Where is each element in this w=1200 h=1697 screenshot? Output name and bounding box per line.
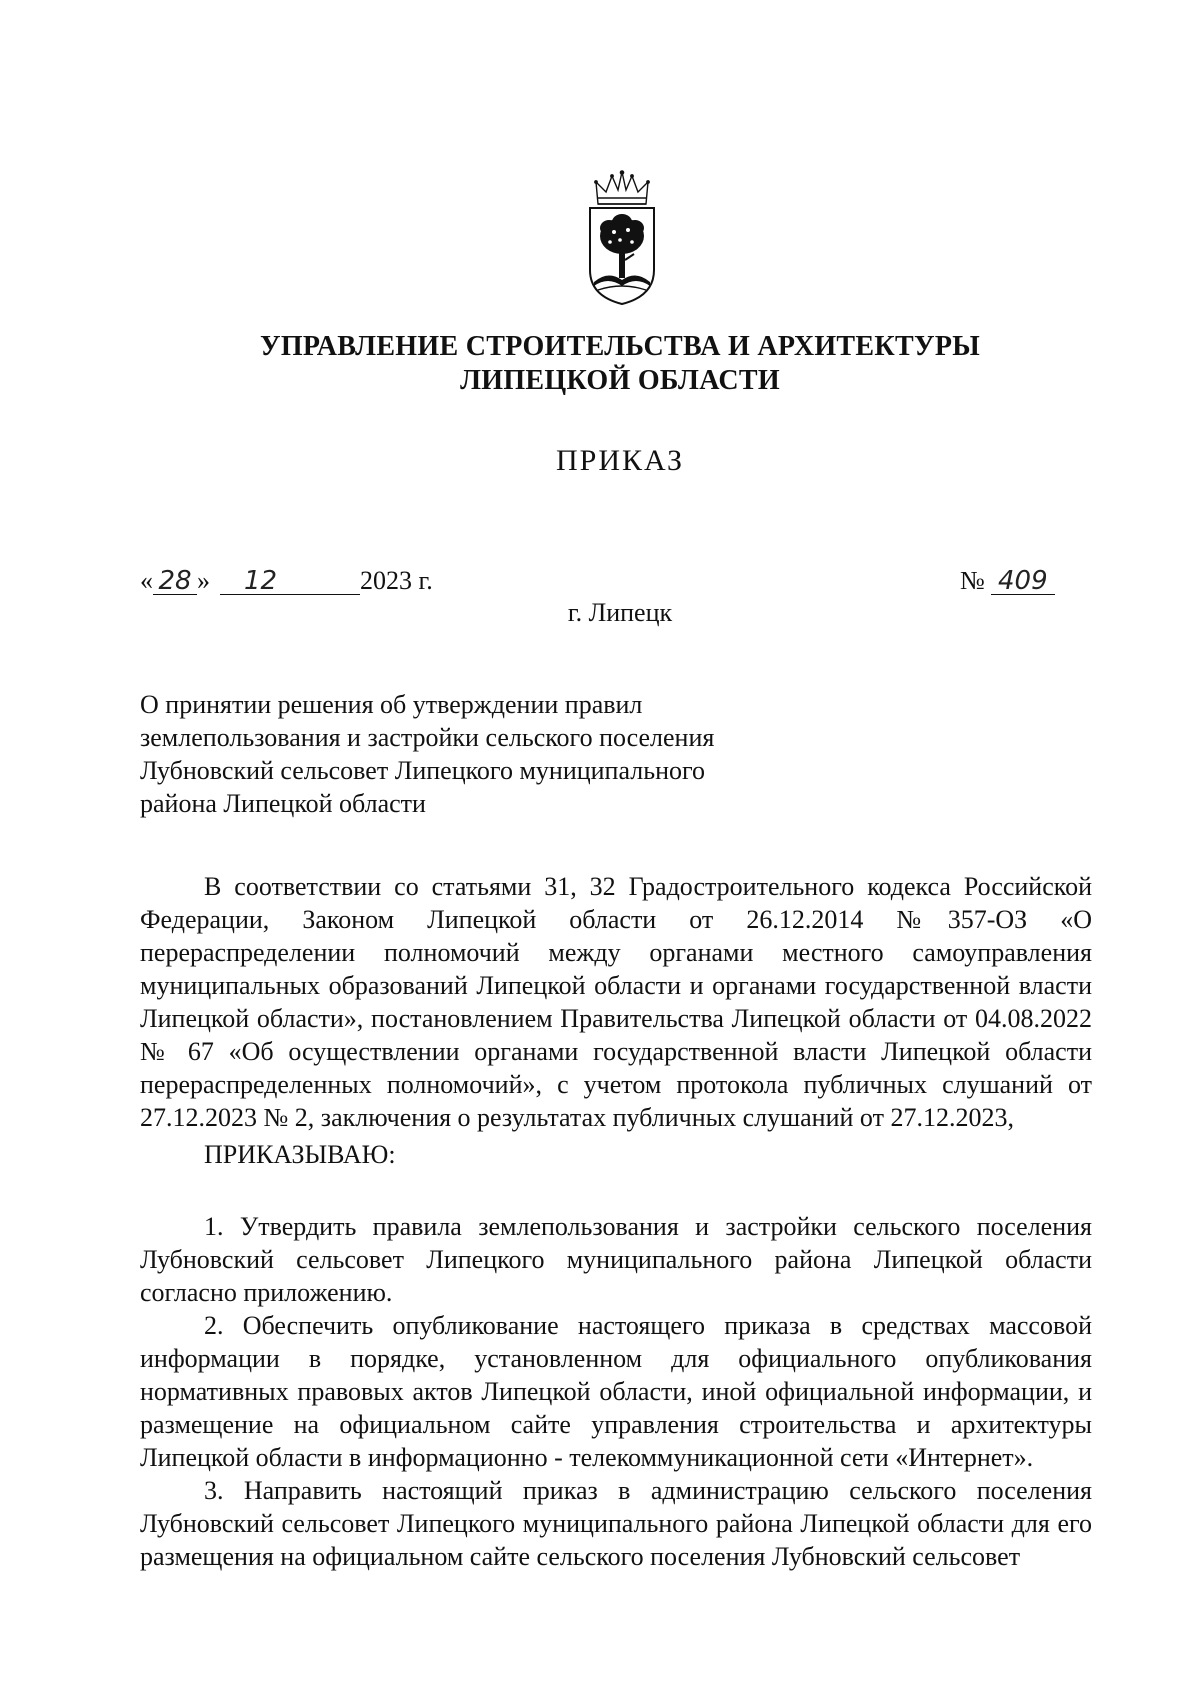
order-item-3: 3. Направить настоящий приказ в администрацию сельского поселения Лубновский сельсовет Липецкого муниципального района Липецкой области для его размещения на официальном сайте сельского поселения Лубновский сельсовет: [140, 1476, 1092, 1571]
document-type-title: ПРИКАЗ: [556, 444, 684, 477]
order-item-1: 1. Утвердить правила землепользования и застройки сельского поселения Лубновский сельсовет Липецкого муниципального района Липецкой области согласно приложению.: [140, 1212, 1092, 1307]
document-number: [960, 566, 1055, 596]
preamble-paragraph: В соответствии со статьями 31, 32 Градостроительного кодекса Российской Федерации, Законом Липецкой области от 26.12.2014 №357-ОЗ «О перераспределении полномочий между органами местного самоуправления муниципальных образований Липецкой области и органами государственной власти Липецкой области», постановлением Правительства Липецкой области от 04.08.2022 № 67 «Об осуществлении органами государственной власти Липецкой области перераспределенных полномочий», с учетом протокола публичных слушаний от 27.12.2023 № 2, заключения о результатах публичных слушаний от 27.12.2023,: [140, 872, 1092, 1132]
document-city: г. Липецк: [567, 598, 673, 627]
lipetsk-coat-of-arms-icon: [584, 170, 660, 306]
organization-name-line-2: ЛИПЕЦКОЙ ОБЛАСТИ: [460, 365, 780, 396]
date-year: 2023 г.: [360, 566, 433, 595]
organization-name-line-1: УПРАВЛЕНИЕ СТРОИТЕЛЬСТВА И АРХИТЕКТУРЫ: [259, 331, 981, 362]
date-month: 12: [220, 568, 360, 595]
date-day: 28: [153, 568, 197, 595]
subject-line: землепользования и застройки сельского поселения: [140, 723, 715, 752]
quote-open: «: [140, 566, 153, 595]
document-subject: [140, 688, 780, 820]
subject-line: района Липецкой области: [140, 789, 426, 818]
quote-close: »: [197, 566, 210, 595]
number-value: 409: [991, 568, 1055, 595]
order-item-2: 2. Обеспечить опубликование настоящего приказа в средствах массовой информации в порядке, установленном для официального опубликования нормативных правовых актов Липецкой области, иной официальной информации, и размещение на официальном сайте управления строительства и архитектуры Липецкой области в информационно - телекоммуникационной сети «Интернет».: [140, 1311, 1092, 1472]
order-word: ПРИКАЗЫВАЮ:: [204, 1140, 396, 1169]
subject-line: Лубновский сельсовет Липецкого муниципального: [140, 756, 706, 785]
subject-line: О принятии решения об утверждении правил: [140, 690, 643, 719]
preamble-block: [140, 870, 1092, 1134]
number-prefix: №: [960, 566, 985, 595]
order-items: [140, 1210, 1092, 1573]
document-date: [140, 566, 433, 596]
